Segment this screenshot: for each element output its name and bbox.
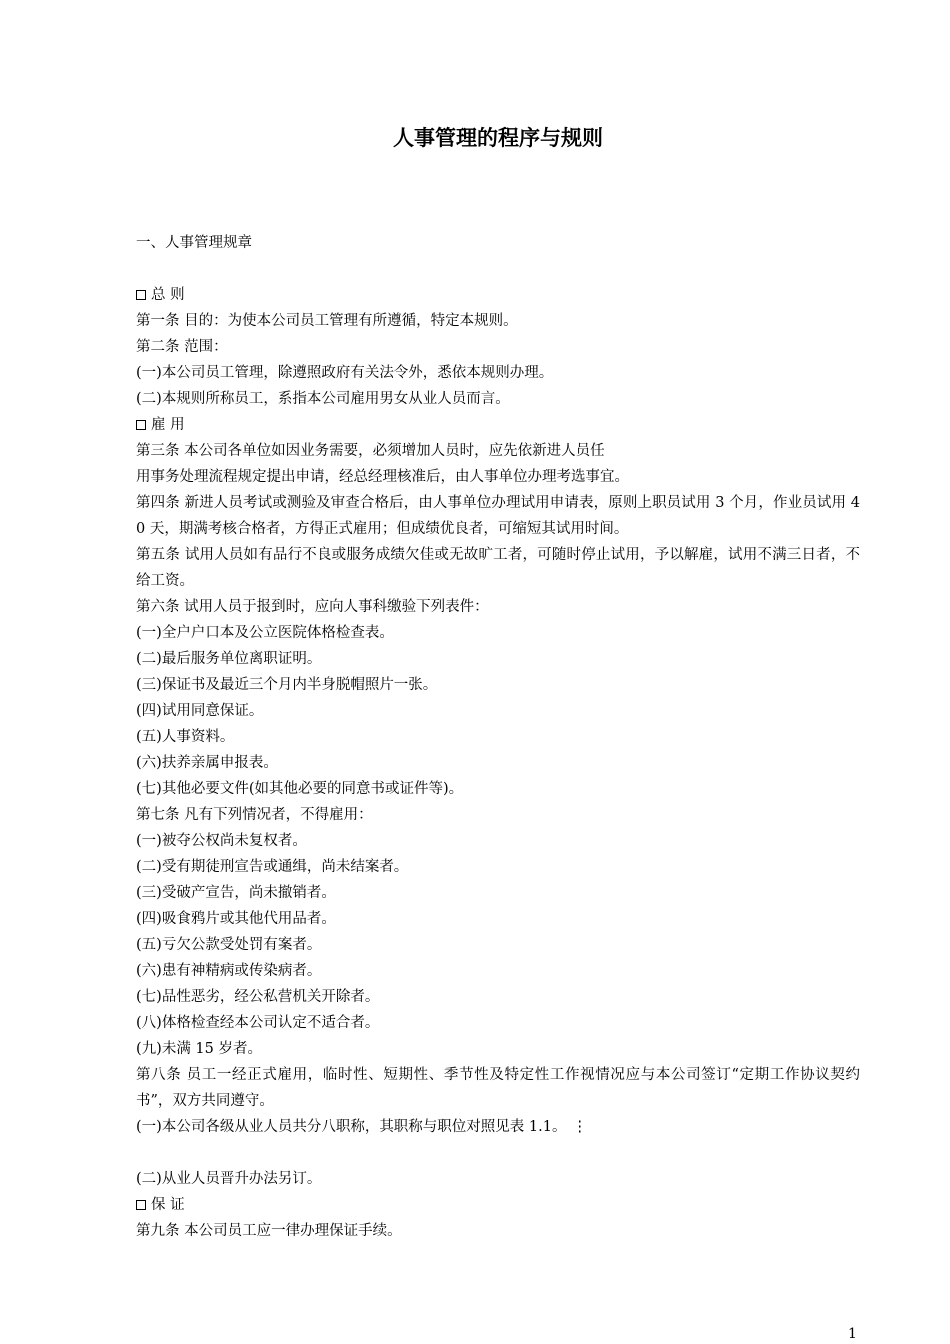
document-body bbox=[136, 230, 860, 1244]
text-line: (六)扶养亲属申报表。 bbox=[136, 755, 278, 771]
text-line: (二)从业人员晋升办法另订。 bbox=[136, 1171, 322, 1187]
text-line: 第二条 范围： bbox=[136, 339, 228, 355]
spacer bbox=[136, 1140, 860, 1166]
text-line: (五)亏欠公款受处罚有案者。 bbox=[136, 937, 322, 953]
text-line: (七)品性恶劣，经公私营机关开除者。 bbox=[136, 989, 380, 1005]
paragraph: 第四条 新进人员考试或测验及审查合格后，由人事单位办理试用申请表，原则上职员试用 3 个月，作业员试用 40 天，期满考核合格者，方得正式雇用；但成绩优良者，可缩短其试用时间。 bbox=[136, 495, 860, 537]
vertical-ellipsis-icon: ⋮ bbox=[572, 1119, 587, 1135]
spacer bbox=[136, 256, 860, 282]
section-label: 总 则 bbox=[151, 287, 185, 303]
text-line: 第六条 试用人员于报到时，应向人事科缴验下列表件： bbox=[136, 599, 489, 615]
text-line: (二)受有期徒刑宣告或通缉，尚未结案者。 bbox=[136, 859, 409, 875]
text-line: (九)未满 15 岁者。 bbox=[136, 1041, 262, 1057]
section-heading bbox=[136, 282, 860, 308]
text-line: (一)被夺公权尚未复权者。 bbox=[136, 833, 307, 849]
text-line: 第一条 目的：为使本公司员工管理有所遵循，特定本规则。 bbox=[136, 313, 518, 329]
page-number: 1 bbox=[848, 1326, 857, 1342]
text-line: (七)其他必要文件(如其他必要的同意书或证件等)。 bbox=[136, 781, 464, 797]
section-label: 保 证 bbox=[151, 1197, 185, 1213]
document-title: 人事管理的程序与规则 bbox=[393, 125, 603, 150]
text-line: (五)人事资料。 bbox=[136, 729, 235, 745]
section-heading bbox=[136, 1192, 860, 1218]
text-line: 第九条 本公司员工应一律办理保证手续。 bbox=[136, 1223, 402, 1239]
checkbox-icon bbox=[136, 1200, 146, 1210]
text-line: (三)保证书及最近三个月内半身脱帽照片一张。 bbox=[136, 677, 438, 693]
text-line: 第三条 本公司各单位如因业务需要，必须增加人员时，应先依新进人员任 bbox=[136, 443, 605, 459]
checkbox-icon bbox=[136, 290, 146, 300]
heading-line: 一、人事管理规章 bbox=[136, 235, 252, 251]
text-line: (二)最后服务单位离职证明。 bbox=[136, 651, 322, 667]
text-line: (一)本公司员工管理，除遵照政府有关法令外，悉依本规则办理。 bbox=[136, 365, 554, 381]
text-line: (二)本规则所称员工，系指本公司雇用男女从业人员而言。 bbox=[136, 391, 510, 407]
paragraph: 第五条 试用人员如有品行不良或服务成绩欠佳或无故旷工者，可随时停止试用，予以解雇，试用不满三日者，不给工资。 bbox=[136, 547, 860, 589]
checkbox-icon bbox=[136, 420, 146, 430]
text-line: (三)受破产宣告，尚未撤销者。 bbox=[136, 885, 336, 901]
text-line: (一)全户户口本及公立医院体格检查表。 bbox=[136, 625, 394, 641]
text-content: (一)本公司各级从业人员共分八职称，其职称与职位对照见表 1.1。 bbox=[136, 1119, 567, 1135]
text-line: 用事务处理流程规定提出申请，经总经理核准后，由人事单位办理考选事宜。 bbox=[136, 469, 629, 485]
text-line: (六)患有神精病或传染病者。 bbox=[136, 963, 322, 979]
text-line: (四)试用同意保证。 bbox=[136, 703, 264, 719]
section-heading bbox=[136, 412, 860, 438]
text-line: (四)吸食鸦片或其他代用品者。 bbox=[136, 911, 336, 927]
text-line bbox=[136, 1114, 860, 1140]
text-line: (八)体格检查经本公司认定不适合者。 bbox=[136, 1015, 380, 1031]
text-line: 第七条 凡有下列情况者，不得雇用： bbox=[136, 807, 373, 823]
section-label: 雇 用 bbox=[151, 417, 185, 433]
paragraph: 第八条 员工一经正式雇用，临时性、短期性、季节性及特定性工作视情况应与本公司签订“定期工作协议契约书”，双方共同遵守。 bbox=[136, 1067, 860, 1109]
